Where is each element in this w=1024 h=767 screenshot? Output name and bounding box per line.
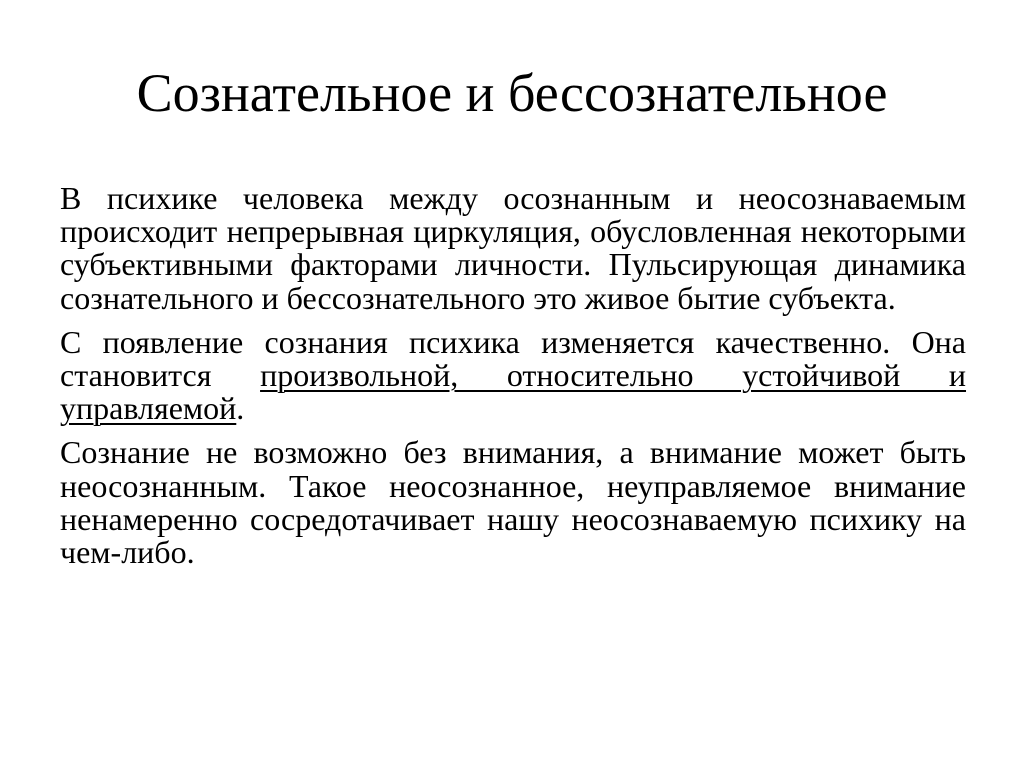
slide-body bbox=[60, 182, 966, 580]
paragraph-circulation: В психике человека между осознанным и неосознаваемым происходит непрерывная циркуляция, обусловленная некоторыми субъективными факторами личности. Пульсирующая динамика сознательного и бессознательного это живое бытие субъекта. bbox=[60, 180, 966, 316]
paragraph-text-after: . bbox=[236, 390, 245, 427]
paragraph-text-before: С появление сознания психика изменяется качественно. Она становится bbox=[60, 323, 966, 394]
underlined-phrase: произвольной, относительно устойчивой и управляемой bbox=[60, 357, 967, 427]
paragraph-consciousness-emergence bbox=[60, 323, 967, 427]
slide-title: Сознательное и бессознательное bbox=[136, 63, 888, 123]
paragraph-attention: Сознание не возможно без внимания, а внимание может быть неосознанным. Такое неосознанное, неуправляемое внимание ненамеренно сосредотачивает нашу неосознаваемую психику на чем-либо. bbox=[60, 434, 966, 571]
